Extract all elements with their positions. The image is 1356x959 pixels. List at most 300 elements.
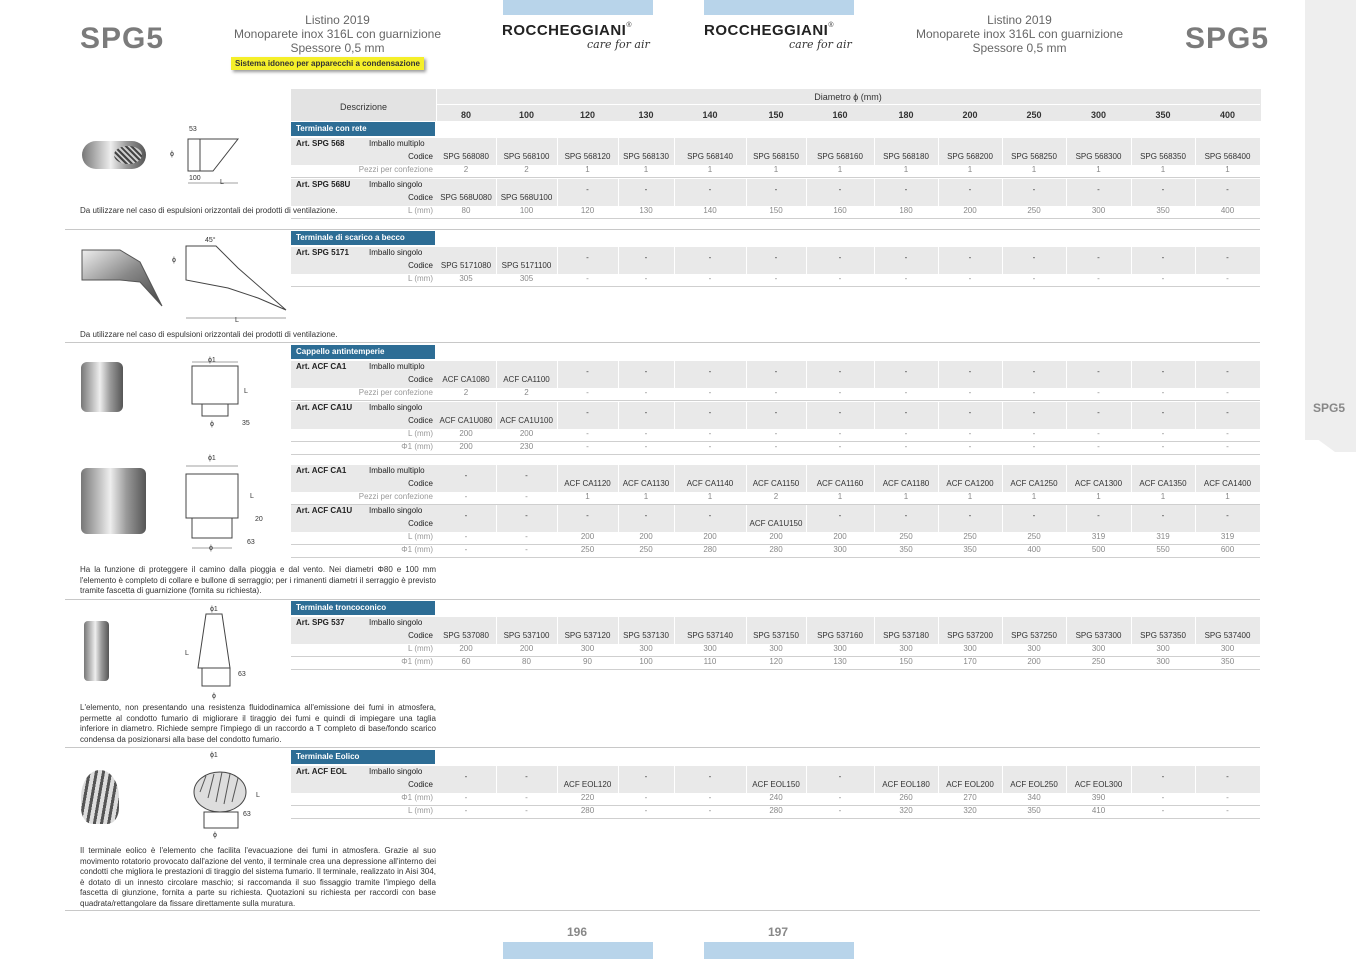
row-value: 300 <box>1156 644 1170 653</box>
product-code: ACF CA1100 <box>503 375 550 384</box>
row-value: 250 <box>1027 532 1041 541</box>
row-value: 300 <box>1156 657 1170 666</box>
product-code: - <box>774 253 778 262</box>
row-value: 150 <box>769 206 783 215</box>
product-code: - <box>838 253 842 262</box>
product-code: SPG 568250 <box>1011 152 1057 161</box>
row-value: - <box>1032 388 1036 397</box>
row-value: 280 <box>769 545 783 554</box>
product-code: ACF CA1200 <box>946 479 994 488</box>
row-value: 240 <box>769 793 783 802</box>
row-value: 250 <box>899 532 913 541</box>
product-code: SPG 537300 <box>1075 631 1122 640</box>
dim-label: ϕ <box>213 832 217 839</box>
row-value: - <box>968 442 972 451</box>
product-code: - <box>1032 367 1036 376</box>
product-code: - <box>708 408 712 417</box>
row-value: - <box>904 388 908 397</box>
product-code: SPG 537130 <box>623 631 669 640</box>
column-separator <box>746 617 747 644</box>
product-image-cappello-large <box>81 468 146 534</box>
column-separator <box>874 505 875 532</box>
column-separator <box>1131 465 1132 492</box>
column-separator <box>1066 766 1067 793</box>
dim-label: 53 <box>189 126 197 133</box>
column-separator <box>1002 138 1003 165</box>
row-value: 100 <box>519 206 534 215</box>
column-separator <box>746 247 747 274</box>
section-divider <box>65 910 1260 911</box>
column-separator <box>1002 505 1003 532</box>
row-value: 305 <box>519 274 534 283</box>
row-value: - <box>1097 429 1100 438</box>
column-separator <box>806 617 807 644</box>
row-value: - <box>525 532 528 541</box>
product-code: - <box>586 367 589 376</box>
column-separator <box>1131 505 1132 532</box>
note-terminale-becco: Da utilizzare nel caso di espulsioni orizzontali dei prodotti di ventilazione. <box>80 330 338 339</box>
row-value: 200 <box>833 532 847 541</box>
product-code: ACF CA1140 <box>686 479 734 488</box>
logo-reg: ® <box>626 22 632 29</box>
product-code: - <box>904 367 908 376</box>
row-value: - <box>586 388 589 397</box>
row-value: - <box>838 429 842 438</box>
column-separator <box>1131 402 1132 429</box>
row-value: 1 <box>967 492 973 501</box>
product-image-cappello-small <box>81 362 123 412</box>
row-label: L (mm) <box>407 274 433 283</box>
packaging-type: Imballo singolo <box>369 180 423 189</box>
product-code: ACF CA1130 <box>622 479 670 488</box>
product-code: - <box>1226 772 1229 781</box>
column-separator <box>1066 138 1067 165</box>
logo-text: ROCCHEGGIANI <box>502 22 627 39</box>
row-value: 319 <box>1091 532 1106 541</box>
product-code: ACF EOL250 <box>1010 780 1058 789</box>
row-value: 200 <box>1027 657 1041 666</box>
row-label: Pezzi per confezione <box>358 165 433 174</box>
product-code: - <box>1097 367 1100 376</box>
diameter-100: 100 <box>518 110 535 120</box>
column-separator <box>674 361 675 388</box>
column-separator <box>674 402 675 429</box>
row-value: 250 <box>963 532 977 541</box>
note-troncoconico: L'elemento, non presentando una resistenza fluidodinamica all'emissione dei fumi in atmosfera, permette al condotto fumario di migliorare il tiraggio dei fumi e quindi di impiegare una taglia inferiore in diametro. Richiede sempre l'impiego di un raccordo a T completo di base/fondo scarico condensa da posizionarsi alla base del condotto fumario. <box>80 703 436 744</box>
row-value: 350 <box>1027 806 1041 815</box>
column-separator <box>1066 402 1067 429</box>
row-value: 1 <box>643 492 649 501</box>
column-separator <box>557 138 558 165</box>
row-label: Φ1 (mm) <box>401 442 433 451</box>
row-label: Φ1 (mm) <box>401 545 433 554</box>
product-code: - <box>644 185 648 194</box>
row-value: - <box>1032 429 1036 438</box>
diagram-troncoconico <box>182 606 252 701</box>
row-value: 300 <box>639 644 653 653</box>
article-code: Art. SPG 537 <box>296 618 345 627</box>
row-value: 250 <box>1027 206 1041 215</box>
diameter-350: 350 <box>1155 110 1171 120</box>
row-value: 140 <box>703 206 717 215</box>
row-value: 1 <box>585 165 590 174</box>
product-code: ACF CA1150 <box>752 479 800 488</box>
column-separator <box>938 179 939 206</box>
dim-label: L <box>256 792 260 799</box>
column-separator <box>874 138 875 165</box>
product-code: - <box>904 185 908 194</box>
product-image-eolico <box>81 770 119 824</box>
column-separator <box>746 402 747 429</box>
row-value: 2 <box>463 388 469 397</box>
row-value: 80 <box>461 206 471 215</box>
column-separator <box>1195 766 1196 793</box>
codice-label: Codice <box>408 152 433 161</box>
row-value: 300 <box>580 644 595 653</box>
row-value: 220 <box>580 793 595 802</box>
column-separator <box>938 505 939 532</box>
row-value: 2 <box>463 165 469 174</box>
product-code: SPG 537080 <box>443 631 489 640</box>
product-code: ACF CA1U080 <box>439 416 493 425</box>
column-separator <box>1131 617 1132 644</box>
column-separator <box>746 361 747 388</box>
product-code: SPG 537180 <box>883 631 929 640</box>
article-code: Art. SPG 568U <box>296 180 351 189</box>
row-value: 300 <box>899 644 913 653</box>
dim-label: ϕ <box>212 693 216 700</box>
column-separator <box>746 505 747 532</box>
product-code: - <box>774 185 778 194</box>
column-separator <box>557 766 558 793</box>
row-value: 305 <box>459 274 473 283</box>
column-separator <box>496 402 497 429</box>
row-value: 1 <box>1225 165 1230 174</box>
row-value: - <box>904 274 908 283</box>
row-value: 410 <box>1091 806 1106 815</box>
column-separator <box>1002 617 1003 644</box>
column-separator <box>618 505 619 532</box>
product-code: - <box>644 511 648 520</box>
section-title: Cappello antintemperie <box>291 345 435 359</box>
row-value: - <box>525 806 528 815</box>
product-code: - <box>1097 511 1100 520</box>
bottom-tab-left <box>503 942 653 959</box>
diameter-80: 80 <box>460 110 471 120</box>
product-code: - <box>644 408 648 417</box>
dim-label: ϕ <box>170 151 174 158</box>
row-value: 300 <box>703 644 717 653</box>
note-eolico: Il terminale eolico è l'elemento che facilita l'evacuazione dei fumi in atmosfera. Grazie al suo movimento rotatorio provocato dall'azione del vento, il terminale crea una depressione all'interno dei condotti che migliora le prestazioni di tiraggio del sistema fumario. Il terminale, realizzato in Aisi 304, è dotato di un innesto circolare maschio; si raccomanda il suo fissaggio tramite l'impiego della fascetta di giunzione, fornita a parte su richiesta. Quotazioni su richiesta per raccordi con base quadrata/rettangolare da fissare direttamente sulla muratura. <box>80 846 436 908</box>
product-code: - <box>708 185 712 194</box>
top-tab-left <box>503 0 653 15</box>
product-code: ACF EOL120 <box>563 780 612 789</box>
row-value: - <box>708 388 712 397</box>
mesh-detail <box>114 146 142 164</box>
row-value: 550 <box>1156 545 1170 554</box>
article-code: Art. ACF CA1 <box>296 466 347 475</box>
product-code: SPG 537200 <box>947 631 993 640</box>
row-value: 90 <box>583 657 592 666</box>
row-value: - <box>1226 442 1229 451</box>
column-separator <box>1002 766 1003 793</box>
column-separator <box>496 505 497 532</box>
column-separator <box>746 179 747 206</box>
column-separator <box>938 247 939 274</box>
row-value: - <box>1161 388 1165 397</box>
product-code: - <box>1161 367 1165 376</box>
product-code: ACF EOL200 <box>946 780 994 789</box>
row-value: - <box>1097 388 1100 397</box>
section-divider <box>65 342 1260 343</box>
column-separator <box>618 361 619 388</box>
product-code: SPG 568130 <box>623 152 669 161</box>
row-value: - <box>1161 274 1165 283</box>
packaging-type: Imballo singolo <box>369 403 423 412</box>
column-separator <box>746 138 747 165</box>
row-value: 120 <box>769 657 783 666</box>
dim-label: L <box>250 493 254 500</box>
row-value: - <box>708 806 712 815</box>
column-separator <box>674 505 675 532</box>
product-code: - <box>464 772 468 781</box>
column-separator <box>806 402 807 429</box>
row-value: 1 <box>1096 165 1101 174</box>
row-value: - <box>586 442 589 451</box>
column-separator <box>618 617 619 644</box>
product-code: - <box>708 772 712 781</box>
dim-label: 63 <box>247 539 255 546</box>
row-value: 260 <box>899 793 913 802</box>
product-code: SPG 568100 <box>503 152 550 161</box>
row-value: 1 <box>643 165 649 174</box>
row-value: 300 <box>1091 644 1106 653</box>
row-value: 110 <box>703 657 717 666</box>
column-separator <box>674 766 675 793</box>
row-value: - <box>774 442 778 451</box>
codice-label: Codice <box>408 193 433 202</box>
row-value: - <box>644 806 648 815</box>
dim-label: L <box>235 317 239 324</box>
column-separator <box>1066 247 1067 274</box>
product-code: - <box>644 367 648 376</box>
column-separator <box>674 138 675 165</box>
row-value: 1 <box>837 165 843 174</box>
column-separator <box>1002 247 1003 274</box>
column-separator <box>1066 505 1067 532</box>
product-code: - <box>838 772 842 781</box>
row-value: 1 <box>585 492 590 501</box>
row-value: 1 <box>707 492 713 501</box>
column-separator <box>557 505 558 532</box>
row-value: 350 <box>1220 657 1235 666</box>
row-value: - <box>644 793 648 802</box>
product-code: SPG 568200 <box>947 152 993 161</box>
column-separator <box>618 179 619 206</box>
row-value: 200 <box>580 532 595 541</box>
top-tab-right <box>704 0 854 15</box>
product-code: - <box>968 511 972 520</box>
section-code-right: SPG5 <box>1185 22 1270 55</box>
row-value: 150 <box>899 657 913 666</box>
header-title-left <box>220 13 455 55</box>
column-separator <box>1131 179 1132 206</box>
column-separator <box>496 138 497 165</box>
product-code: SPG 537140 <box>687 631 733 640</box>
column-separator <box>874 465 875 492</box>
column-separator <box>874 179 875 206</box>
row-value: - <box>1161 793 1165 802</box>
row-value: - <box>838 806 842 815</box>
product-code: ACF CA1080 <box>442 375 490 384</box>
section-divider <box>65 229 1260 230</box>
row-value: - <box>1161 806 1165 815</box>
packaging-type: Imballo multiplo <box>369 139 425 148</box>
note-cappello: Ha la funzione di proteggere il camino dalla pioggia e dal vento. Nei diametri Φ80 e 100 mm l'elemento è completo di collare e bullone di serraggio; per i rimanenti diametri il serraggio è previsto tramite fascetta di guarnizione (fornita su richiesta). <box>80 565 436 595</box>
diameter-130: 130 <box>638 110 654 120</box>
column-separator <box>674 179 675 206</box>
row-value: 320 <box>963 806 977 815</box>
product-code: ACF EOL300 <box>1074 780 1123 789</box>
row-value: 300 <box>1220 644 1235 653</box>
row-value: - <box>1161 429 1165 438</box>
product-code: SPG 568400 <box>1204 152 1251 161</box>
row-value: - <box>525 793 528 802</box>
product-code: SPG 568120 <box>564 152 611 161</box>
row-value: 60 <box>461 657 471 666</box>
row-value: 300 <box>1027 644 1041 653</box>
product-code: - <box>1226 408 1229 417</box>
product-code: - <box>1226 511 1229 520</box>
dim-label: 20 <box>255 516 263 523</box>
product-code: - <box>1226 367 1229 376</box>
row-value: 200 <box>459 644 473 653</box>
row-value: - <box>464 545 468 554</box>
page-number-right: 197 <box>768 925 789 939</box>
row-value: 300 <box>1091 206 1106 215</box>
row-value: - <box>644 442 648 451</box>
row-value: - <box>464 492 468 501</box>
column-separator <box>938 617 939 644</box>
product-code: SPG 5171080 <box>440 261 492 270</box>
row-value: - <box>1161 442 1165 451</box>
column-separator <box>874 247 875 274</box>
column-separator <box>874 402 875 429</box>
row-value: 160 <box>833 206 847 215</box>
product-code: - <box>586 185 589 194</box>
column-separator <box>806 138 807 165</box>
product-code: - <box>708 511 712 520</box>
row-value: - <box>838 793 842 802</box>
packaging-type: Imballo singolo <box>369 618 423 627</box>
title-line-2: Monoparete inox 316L con guarnizione <box>915 27 1124 41</box>
row-value: - <box>464 532 468 541</box>
diameter-140: 140 <box>702 110 718 120</box>
product-code: - <box>968 253 972 262</box>
product-code: SPG 537350 <box>1140 631 1186 640</box>
packaging-type: Imballo singolo <box>369 767 423 776</box>
row-value: - <box>586 274 589 283</box>
codice-label: Codice <box>408 375 433 384</box>
row-value: 130 <box>639 206 653 215</box>
codice-label: Codice <box>408 416 433 425</box>
column-separator <box>938 138 939 165</box>
row-value: - <box>838 388 842 397</box>
row-value: - <box>1226 388 1229 397</box>
section-title: Terminale Eolico <box>291 750 435 764</box>
dim-label: L <box>244 388 248 395</box>
column-separator <box>806 766 807 793</box>
product-code: ACF CA1250 <box>1010 479 1058 488</box>
column-separator <box>674 617 675 644</box>
logo-text: ROCCHEGGIANI <box>704 22 829 39</box>
section-code-left: SPG5 <box>80 22 165 55</box>
row-value: 1 <box>707 165 713 174</box>
column-separator <box>674 247 675 274</box>
product-code: SPG 537100 <box>503 631 550 640</box>
row-value: 250 <box>1091 657 1106 666</box>
row-value: 300 <box>963 644 977 653</box>
logo-tagline: care for air <box>789 38 852 51</box>
diameter-120: 120 <box>579 110 596 120</box>
column-separator <box>618 138 619 165</box>
column-separator <box>557 617 558 644</box>
product-code: - <box>464 511 468 520</box>
product-code: - <box>904 253 908 262</box>
product-code: SPG 568150 <box>753 152 799 161</box>
row-value: 200 <box>963 206 977 215</box>
product-code: - <box>838 367 842 376</box>
article-code: Art. SPG 5171 <box>296 248 349 257</box>
dim-label: ϕ1 <box>210 606 218 613</box>
row-value: 300 <box>833 545 847 554</box>
packaging-type: Imballo singolo <box>369 506 423 515</box>
column-separator <box>1195 505 1196 532</box>
product-code: - <box>904 511 908 520</box>
row-value: 200 <box>639 532 653 541</box>
row-value: 280 <box>703 545 717 554</box>
column-separator <box>557 361 558 388</box>
side-tab-corner <box>1305 430 1356 455</box>
row-label: Φ1 (mm) <box>401 793 433 802</box>
row-value: 390 <box>1091 793 1106 802</box>
row-value: 400 <box>1220 206 1235 215</box>
logo-reg: ® <box>828 22 834 29</box>
diameter-400: 400 <box>1219 110 1236 120</box>
section-title: Terminale di scarico a becco <box>291 231 435 245</box>
column-separator <box>938 361 939 388</box>
product-code: - <box>525 772 528 781</box>
product-code: SPG 568300 <box>1075 152 1122 161</box>
column-separator <box>618 465 619 492</box>
header-descrizione: Descrizione <box>339 102 388 112</box>
packaging-type: Imballo multiplo <box>369 466 425 475</box>
codice-label: Codice <box>408 479 433 488</box>
row-label: L (mm) <box>407 806 433 815</box>
row-label: L (mm) <box>407 532 433 541</box>
row-value: 2 <box>524 165 529 174</box>
side-tab-label: SPG5 <box>1313 401 1346 415</box>
product-code: - <box>644 253 648 262</box>
product-code: SPG 568180 <box>883 152 929 161</box>
row-value: - <box>464 806 468 815</box>
column-separator <box>496 361 497 388</box>
row-value: - <box>1097 442 1100 451</box>
column-separator <box>496 465 497 492</box>
product-code: ACF CA1300 <box>1074 479 1123 488</box>
row-value: 1 <box>967 165 973 174</box>
product-code: - <box>708 253 712 262</box>
